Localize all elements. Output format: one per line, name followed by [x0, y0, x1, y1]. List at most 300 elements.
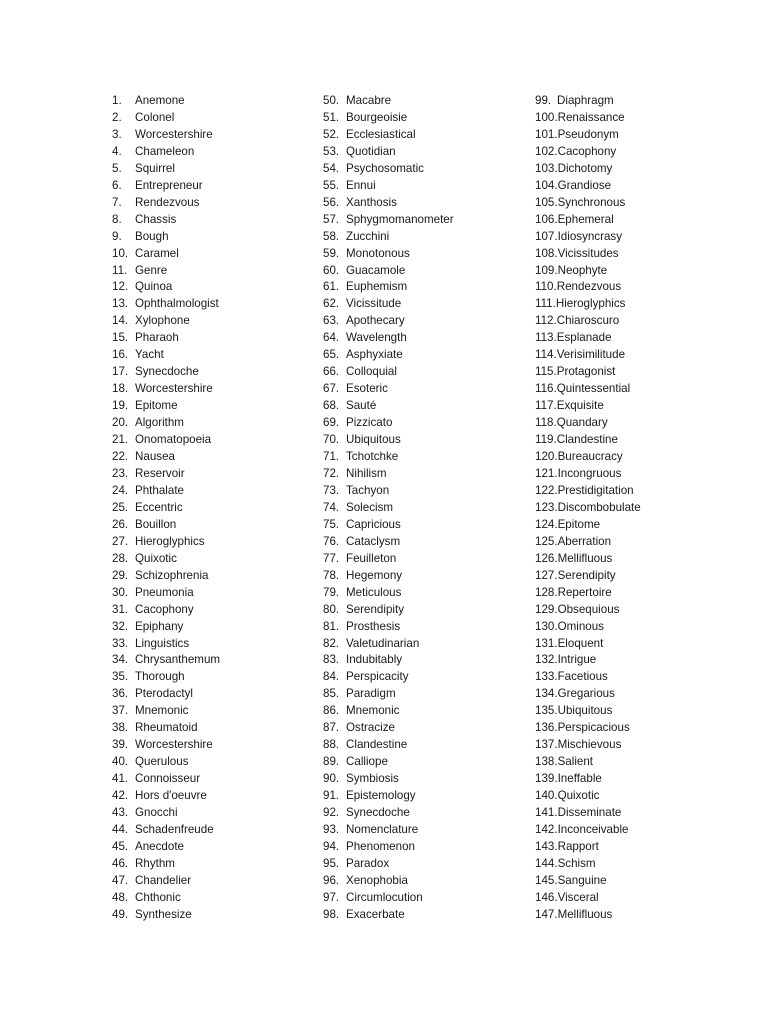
list-item — [112, 907, 312, 924]
item-number: 69. — [323, 416, 340, 430]
item-word: Cataclysm — [346, 534, 401, 548]
list-item — [535, 822, 755, 839]
list-item — [323, 551, 523, 568]
item-word: Idiosyncrasy — [557, 229, 623, 243]
item-word: Exacerbate — [346, 907, 405, 921]
item-word: Sanguine — [557, 873, 607, 887]
list-item — [323, 602, 523, 619]
list-item — [112, 873, 312, 890]
item-number: 2. — [112, 110, 122, 124]
item-number: 76. — [323, 534, 340, 548]
list-item — [535, 890, 755, 907]
item-word: Xylophone — [135, 314, 190, 328]
item-word: Gregarious — [557, 687, 615, 701]
item-word: Capricious — [346, 517, 401, 531]
list-item — [323, 686, 523, 703]
item-number: 17. — [112, 365, 129, 379]
item-number: 136. — [535, 721, 558, 735]
list-item — [535, 381, 755, 398]
item-number: 88. — [323, 738, 340, 752]
item-word: Disseminate — [557, 806, 622, 820]
list-item — [112, 703, 312, 720]
list-item — [535, 347, 755, 364]
item-number: 93. — [323, 822, 340, 836]
list-item — [112, 279, 312, 296]
item-number: 66. — [323, 365, 340, 379]
item-word: Quandary — [556, 416, 608, 430]
item-word: Rendezvous — [135, 195, 200, 209]
item-word: Inconceivable — [557, 822, 629, 836]
item-number: 15. — [112, 331, 129, 345]
list-item — [535, 771, 755, 788]
item-word: Nomenclature — [346, 822, 419, 836]
item-number: 32. — [112, 619, 129, 633]
item-word: Bough — [135, 229, 169, 243]
item-word: Hieroglyphics — [555, 297, 626, 311]
item-word: Vicissitudes — [557, 246, 619, 260]
item-word: Epistemology — [346, 789, 416, 803]
item-word: Pneumonia — [135, 585, 194, 599]
list-item — [535, 805, 755, 822]
item-word: Worcestershire — [135, 738, 213, 752]
item-number: 71. — [323, 450, 340, 464]
item-word: Thorough — [135, 670, 185, 684]
item-number: 53. — [323, 144, 340, 158]
item-word: Obsequious — [557, 602, 620, 616]
item-word: Genre — [135, 263, 168, 277]
item-number: 45. — [112, 839, 129, 853]
item-word: Squirrel — [135, 161, 175, 175]
list-item — [535, 754, 755, 771]
item-number: 33. — [112, 636, 129, 650]
item-word: Visceral — [557, 890, 599, 904]
list-item — [535, 669, 755, 686]
item-number: 133. — [535, 670, 558, 684]
item-word: Ubiquitous — [346, 433, 401, 447]
list-item — [535, 93, 755, 110]
list-item — [535, 161, 755, 178]
item-number: 147. — [535, 907, 558, 921]
item-word: Zucchini — [346, 229, 390, 243]
item-number: 141. — [535, 806, 558, 820]
list-item — [535, 313, 755, 330]
list-item — [112, 669, 312, 686]
item-number: 83. — [323, 653, 340, 667]
item-word: Calliope — [346, 755, 388, 769]
item-word: Connoisseur — [135, 772, 201, 786]
item-word: Pseudonym — [557, 127, 619, 141]
item-word: Mischievous — [557, 738, 622, 752]
item-word: Worcestershire — [135, 127, 213, 141]
item-number: 108. — [535, 246, 558, 260]
item-word: Entrepreneur — [135, 178, 203, 192]
item-word: Phenomenon — [346, 839, 415, 853]
item-word: Yacht — [135, 348, 164, 362]
item-number: 4. — [112, 144, 122, 158]
item-number: 120. — [535, 450, 558, 464]
item-word: Solecism — [346, 500, 394, 514]
item-word: Circumlocution — [346, 890, 423, 904]
list-item — [535, 195, 755, 212]
item-number: 100. — [535, 110, 558, 124]
list-item — [535, 398, 755, 415]
item-word: Quintessential — [556, 382, 631, 396]
item-word: Xanthosis — [346, 195, 397, 209]
item-word: Bureaucracy — [557, 450, 623, 464]
item-word: Quotidian — [346, 144, 396, 158]
list-item — [112, 517, 312, 534]
list-item — [323, 873, 523, 890]
item-number: 11. — [112, 263, 128, 277]
item-word: Perspicacious — [557, 721, 630, 735]
item-number: 144. — [535, 856, 558, 870]
item-number: 48. — [112, 890, 129, 904]
list-item — [535, 636, 755, 653]
item-word: Esoteric — [346, 382, 388, 396]
item-word: Phthalate — [135, 483, 184, 497]
item-word: Chassis — [135, 212, 177, 226]
list-item — [535, 720, 755, 737]
list-item — [112, 144, 312, 161]
item-word: Perspicacity — [346, 670, 409, 684]
item-number: 54. — [323, 161, 340, 175]
item-number: 3. — [112, 127, 122, 141]
list-item — [323, 890, 523, 907]
list-item — [112, 178, 312, 195]
item-word: Xenophobia — [346, 873, 408, 887]
item-word: Bouillon — [135, 517, 177, 531]
list-item — [323, 737, 523, 754]
list-item — [112, 483, 312, 500]
item-word: Gnocchi — [135, 806, 178, 820]
item-number: 119. — [535, 433, 557, 447]
item-word: Repertoire — [557, 585, 612, 599]
item-number: 41. — [112, 772, 129, 786]
item-word: Algorithm — [135, 416, 184, 430]
item-number: 107. — [535, 229, 558, 243]
item-word: Macabre — [346, 94, 392, 107]
item-word: Anecdote — [135, 839, 184, 853]
list-item — [323, 330, 523, 347]
item-number: 131. — [535, 636, 558, 650]
list-item — [112, 551, 312, 568]
item-number: 39. — [112, 738, 129, 752]
item-number: 1. — [112, 94, 122, 107]
item-number: 137. — [535, 738, 558, 752]
item-number: 44. — [112, 822, 129, 836]
item-word: Epiphany — [135, 619, 184, 633]
item-word: Mnemonic — [346, 704, 400, 718]
item-word: Esplanade — [556, 331, 612, 345]
item-number: 127. — [535, 568, 558, 582]
list-item — [535, 483, 755, 500]
item-number: 30. — [112, 585, 129, 599]
item-number: 52. — [323, 127, 340, 141]
item-word: Quixotic — [557, 789, 600, 803]
item-number: 112. — [535, 314, 557, 328]
item-number: 75. — [323, 517, 340, 531]
item-number: 129. — [535, 602, 558, 616]
item-number: 118. — [535, 416, 557, 430]
list-item — [535, 602, 755, 619]
list-item — [112, 296, 312, 313]
item-word: Epitome — [557, 517, 601, 531]
item-number: 42. — [112, 789, 129, 803]
list-item — [323, 398, 523, 415]
item-word: Mellifluous — [557, 551, 613, 565]
item-number: 139. — [535, 772, 558, 786]
list-item — [323, 788, 523, 805]
list-item — [323, 127, 523, 144]
list-item — [323, 466, 523, 483]
item-number: 132. — [535, 653, 558, 667]
item-word: Aberration — [557, 534, 612, 548]
list-item — [323, 246, 523, 263]
list-item — [535, 703, 755, 720]
item-word: Anemone — [135, 94, 185, 107]
item-word: Eloquent — [557, 636, 604, 650]
item-number: 12. — [112, 280, 129, 294]
item-number: 125. — [535, 534, 558, 548]
list-item — [323, 500, 523, 517]
list-item — [535, 907, 755, 924]
list-item — [535, 466, 755, 483]
item-number: 109. — [535, 263, 558, 277]
item-word: Reservoir — [135, 466, 185, 480]
item-word: Clandestine — [346, 738, 408, 752]
list-item — [535, 686, 755, 703]
list-item — [112, 534, 312, 551]
item-number: 7. — [112, 195, 122, 209]
item-number: 134. — [535, 687, 558, 701]
list-item — [323, 619, 523, 636]
list-item — [323, 263, 523, 280]
item-number: 95. — [323, 856, 340, 870]
list-item — [535, 652, 755, 669]
list-item — [535, 788, 755, 805]
item-number: 128. — [535, 585, 558, 599]
item-number: 121. — [535, 466, 558, 480]
item-word: Synthesize — [135, 907, 192, 921]
list-item — [323, 636, 523, 653]
item-word: Quinoa — [135, 280, 173, 294]
item-word: Ominous — [557, 619, 604, 633]
word-list-column-1 — [112, 93, 312, 924]
list-item — [535, 110, 755, 127]
item-number: 49. — [112, 907, 129, 921]
list-item — [535, 534, 755, 551]
item-word: Protagonist — [556, 365, 616, 379]
item-word: Schizophrenia — [135, 568, 209, 582]
list-item — [112, 398, 312, 415]
list-item — [535, 449, 755, 466]
list-item — [112, 93, 312, 110]
list-item — [535, 551, 755, 568]
item-word: Synchronous — [557, 195, 626, 209]
list-item — [112, 110, 312, 127]
item-number: 91. — [323, 789, 340, 803]
item-number: 55. — [323, 178, 340, 192]
item-number: 80. — [323, 602, 340, 616]
list-item — [112, 330, 312, 347]
list-item — [323, 347, 523, 364]
item-number: 10. — [112, 246, 129, 260]
item-word: Rendezvous — [556, 280, 622, 294]
list-item — [112, 415, 312, 432]
item-number: 82. — [323, 636, 340, 650]
item-number: 146. — [535, 890, 558, 904]
item-word: Guacamole — [346, 263, 406, 277]
list-item — [112, 771, 312, 788]
item-number: 19. — [112, 399, 129, 413]
item-number: 29. — [112, 568, 129, 582]
list-item — [112, 263, 312, 280]
item-word: Ineffable — [557, 772, 602, 786]
item-number: 20. — [112, 416, 129, 430]
list-item — [323, 568, 523, 585]
item-word: Ennui — [346, 178, 376, 192]
item-word: Salient — [557, 755, 594, 769]
item-number: 98. — [323, 907, 340, 921]
item-number: 37. — [112, 704, 129, 718]
list-item — [112, 805, 312, 822]
list-item — [112, 381, 312, 398]
item-word: Colonel — [135, 110, 175, 124]
item-word: Ubiquitous — [557, 704, 613, 718]
item-number: 25. — [112, 500, 129, 514]
item-number: 138. — [535, 755, 558, 769]
item-word: Grandiose — [557, 178, 612, 192]
item-number: 6. — [112, 178, 122, 192]
item-word: Monotonous — [346, 246, 410, 260]
item-number: 84. — [323, 670, 340, 684]
item-number: 14. — [112, 314, 129, 328]
item-number: 60. — [323, 263, 340, 277]
list-item — [535, 178, 755, 195]
item-number: 68. — [323, 399, 340, 413]
list-item — [112, 500, 312, 517]
item-word: Onomatopoeia — [135, 433, 212, 447]
item-word: Nihilism — [346, 466, 387, 480]
list-item — [323, 110, 523, 127]
item-number: 116. — [535, 382, 557, 396]
item-number: 130. — [535, 619, 558, 633]
item-number: 9. — [112, 229, 122, 243]
list-item — [535, 144, 755, 161]
item-number: 97. — [323, 890, 340, 904]
word-list-column-2 — [323, 93, 523, 924]
item-word: Chameleon — [135, 144, 195, 158]
list-item — [535, 873, 755, 890]
item-number: 59. — [323, 246, 340, 260]
item-number: 103. — [535, 161, 558, 175]
item-word: Indubitably — [346, 653, 403, 667]
item-word: Caramel — [135, 246, 179, 260]
item-word: Vicissitude — [346, 297, 402, 311]
item-number: 5. — [112, 161, 122, 175]
item-number: 145. — [535, 873, 558, 887]
item-number: 22. — [112, 450, 129, 464]
list-item — [323, 720, 523, 737]
item-word: Symbiosis — [346, 772, 399, 786]
item-word: Neophyte — [557, 263, 608, 277]
item-word: Bourgeoisie — [346, 110, 408, 124]
item-number: 85. — [323, 687, 340, 701]
item-number: 16. — [112, 348, 129, 362]
item-word: Colloquial — [346, 365, 397, 379]
item-word: Nausea — [135, 450, 175, 464]
item-word: Paradox — [346, 856, 390, 870]
word-list-column-3 — [535, 93, 755, 924]
item-number: 46. — [112, 856, 129, 870]
item-number: 77. — [323, 551, 340, 565]
item-number: 35. — [112, 670, 129, 684]
item-word: Pharaoh — [135, 331, 179, 345]
list-item — [535, 856, 755, 873]
list-item — [323, 856, 523, 873]
list-item — [323, 415, 523, 432]
item-number: 58. — [323, 229, 340, 243]
item-word: Hors d'oeuvre — [135, 789, 207, 803]
item-word: Incongruous — [557, 466, 622, 480]
item-number: 104. — [535, 178, 558, 192]
list-item — [323, 178, 523, 195]
item-word: Tachyon — [346, 483, 390, 497]
item-number: 122. — [535, 483, 558, 497]
list-item — [535, 737, 755, 754]
list-item — [112, 449, 312, 466]
item-word: Valetudinarian — [346, 636, 420, 650]
list-item — [112, 686, 312, 703]
item-word: Pterodactyl — [135, 687, 193, 701]
item-word: Diaphragm — [557, 94, 614, 107]
item-number: 113. — [535, 331, 557, 345]
list-item — [323, 822, 523, 839]
list-item — [112, 822, 312, 839]
item-word: Clandestine — [556, 433, 618, 447]
item-word: Apothecary — [346, 314, 405, 328]
list-item — [112, 313, 312, 330]
item-number: 96. — [323, 873, 340, 887]
item-number: 38. — [112, 721, 129, 735]
item-word: Cacophony — [135, 602, 194, 616]
list-item — [323, 483, 523, 500]
list-item — [112, 856, 312, 873]
item-number: 13. — [112, 297, 129, 311]
item-word: Serendipity — [346, 602, 405, 616]
list-item — [112, 466, 312, 483]
item-word: Chthonic — [135, 890, 181, 904]
list-item — [112, 737, 312, 754]
item-word: Tchotchke — [346, 450, 399, 464]
list-item — [112, 568, 312, 585]
item-number: 73. — [323, 483, 340, 497]
list-item — [112, 619, 312, 636]
item-word: Querulous — [135, 755, 189, 769]
item-word: Facetious — [557, 670, 608, 684]
item-number: 135. — [535, 704, 558, 718]
list-item — [323, 703, 523, 720]
item-number: 28. — [112, 551, 129, 565]
item-word: Rheumatoid — [135, 721, 198, 735]
list-item — [323, 144, 523, 161]
list-item — [535, 229, 755, 246]
item-number: 115. — [535, 365, 557, 379]
item-number: 18. — [112, 382, 129, 396]
list-item — [112, 364, 312, 381]
item-word: Serendipity — [557, 568, 616, 582]
item-word: Pizzicato — [346, 416, 393, 430]
